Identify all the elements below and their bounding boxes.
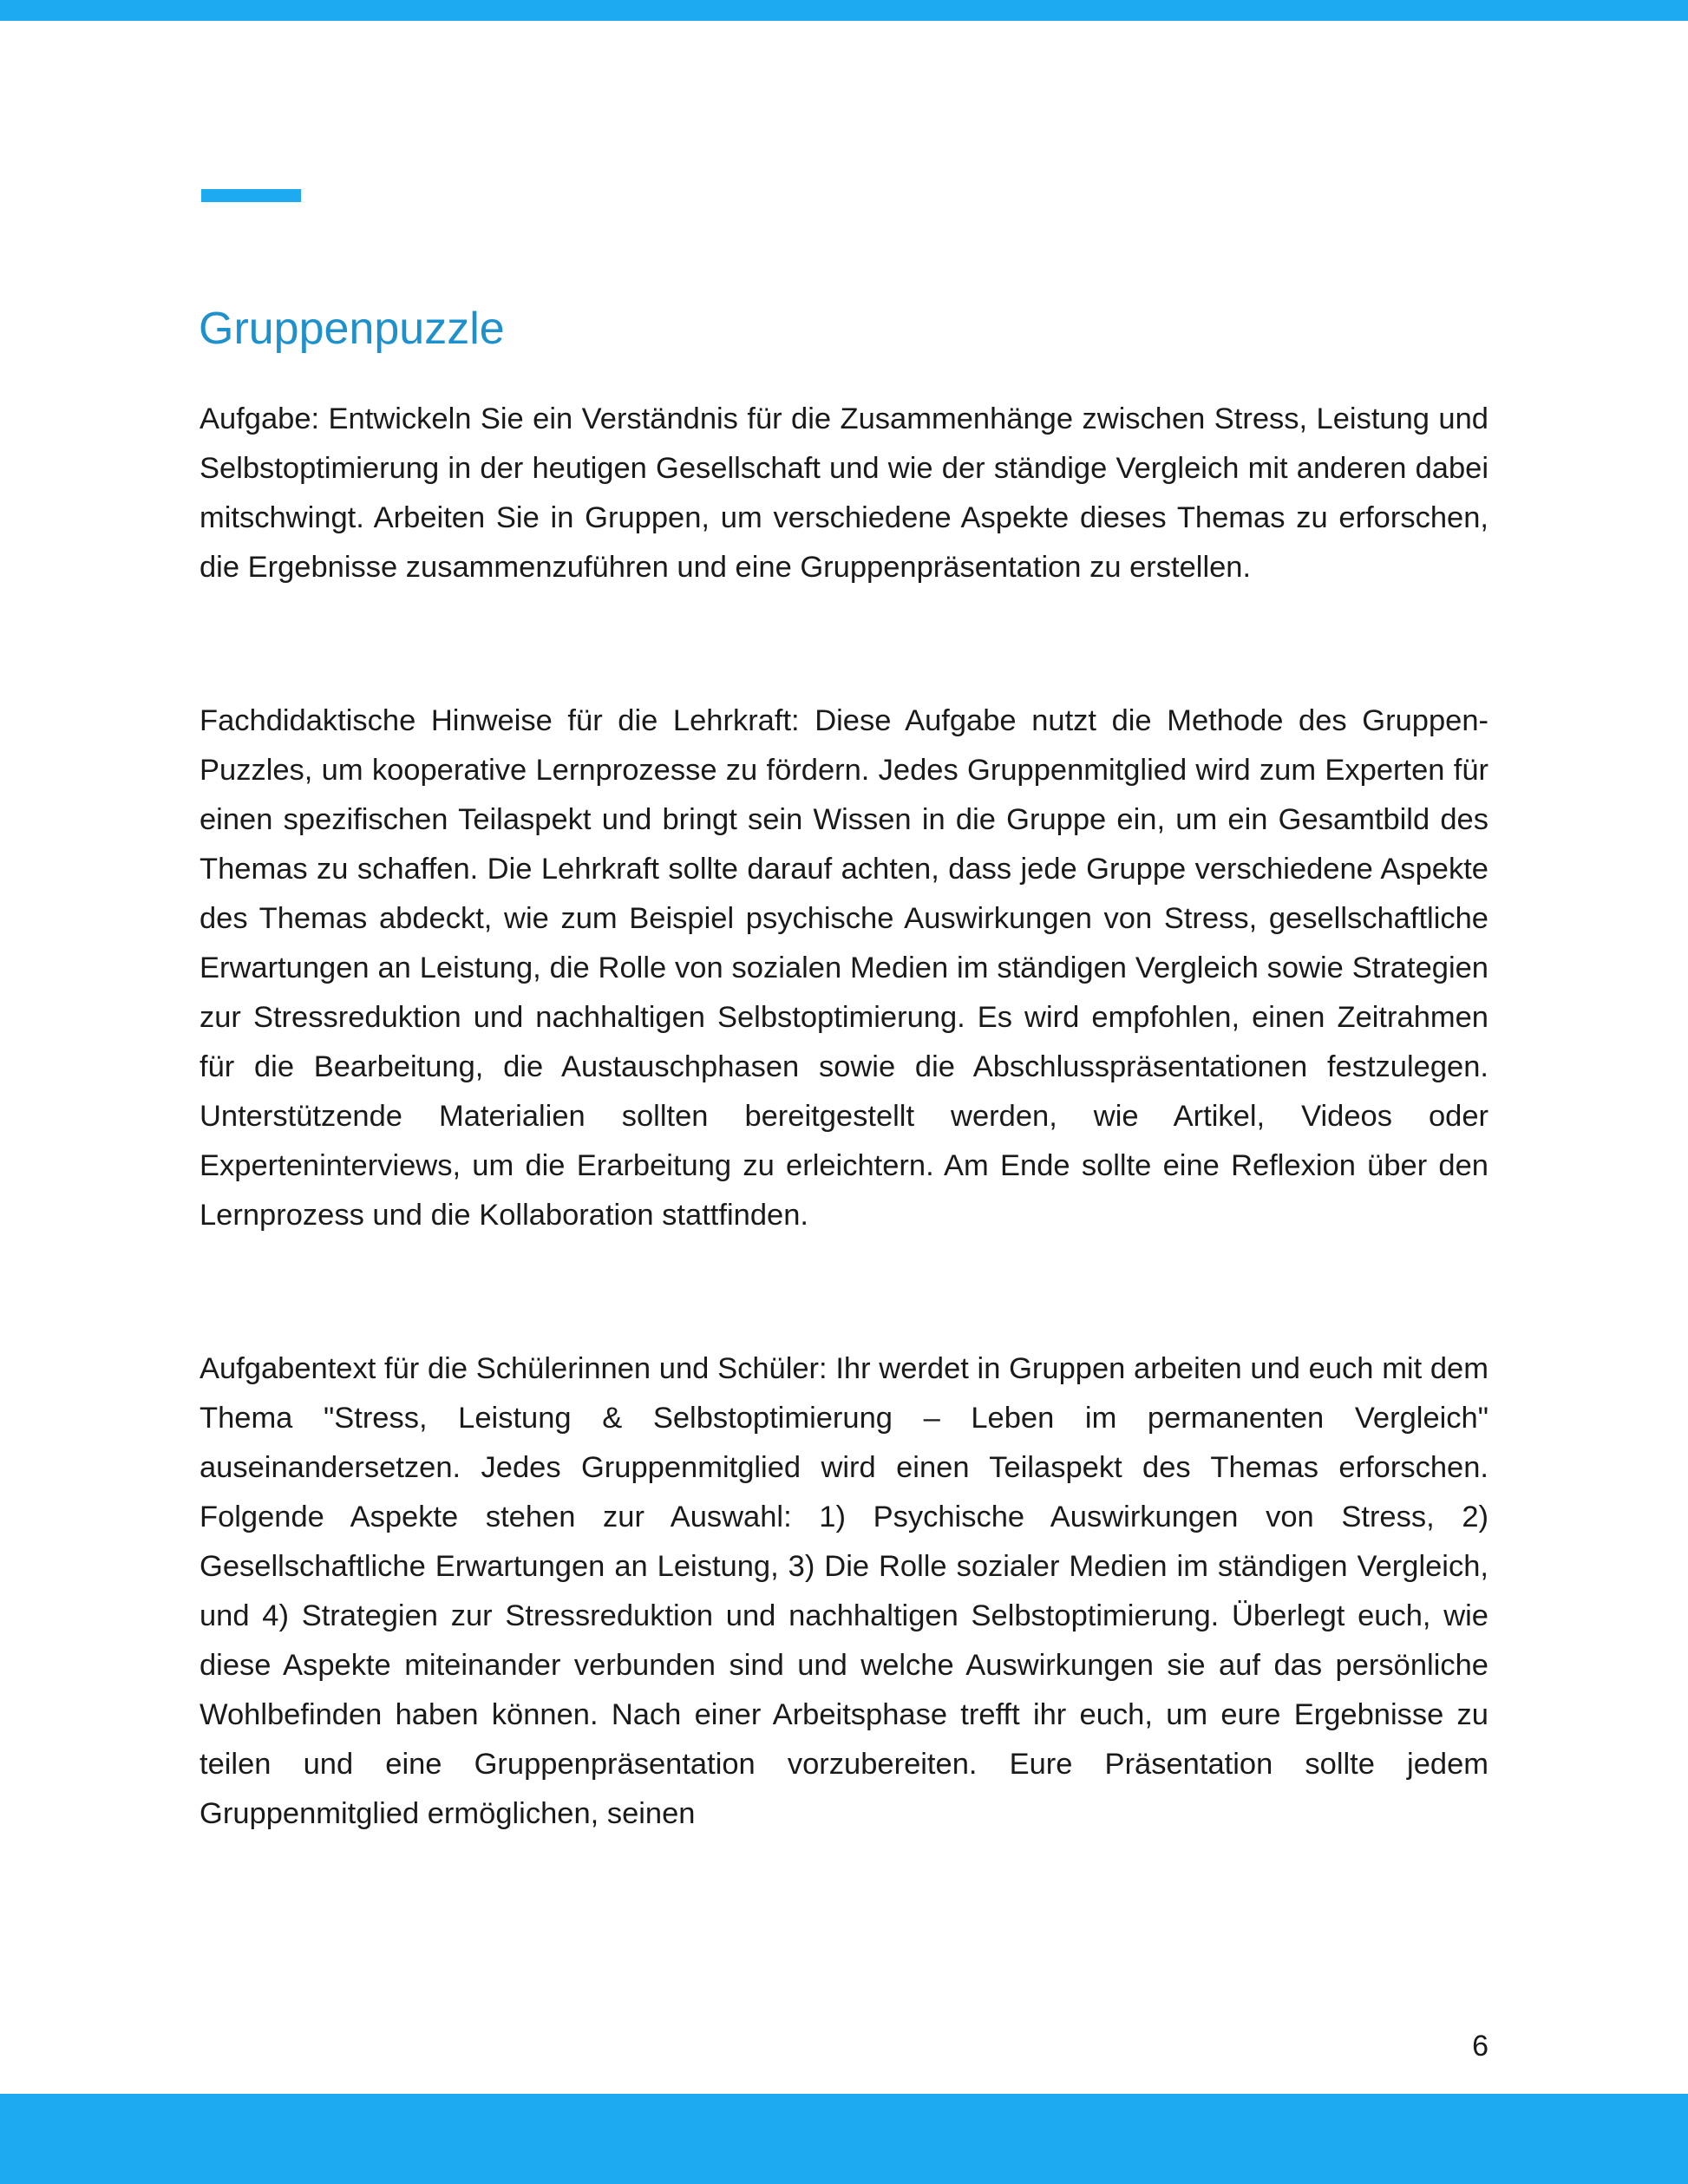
teacher-notes-paragraph: Fachdidaktische Hinweise für die Lehrkraft: Diese Aufgabe nutzt die Methode des Gruppen-Puzzles, um kooperative Lernprozesse zu fördern. Jedes Gruppenmitglied wird zum Experten für einen spezifischen Teilaspekt und bringt sein Wissen in die Gruppe ein, um ein Gesamtbild des Themas zu schaffen. Die Lehrkraft sollte darauf achten, dass jede Gruppe verschiedene Aspekte des Themas abdeckt, wie zum Beispiel psychische Auswirkungen von Stress, gesellschaftliche Erwartungen an Leistung, die Rolle von sozialen Medien im ständigen Vergleich sowie Strategien zur Stressreduktion und nachhaltigen Selbstoptimierung. Es wird empfohlen, einen Zeitrahmen für die Bearbeitung, die Austauschphasen sowie die Abschlusspräsentationen festzulegen. Unterstützende Materialien sollten bereitgestellt werden, wie Artikel, Videos oder Experteninterviews, um die Erarbeitung zu erleichtern. Am Ende sollte eine Reflexion über den Lernprozess und die Kollaboration stattfinden.	[200, 704, 1488, 1232]
document-body	[200, 395, 1488, 1839]
student-task-paragraph: Aufgabentext für die Schülerinnen und Schüler: Ihr werdet in Gruppen arbeiten und euch mit dem Thema "Stress, Leistung & Selbstoptimierung – Leben im permanenten Vergleich" auseinandersetzen. Jedes Gruppenmitglied wird einen Teilaspekt des Themas erforschen. Folgende Aspekte stehen zur Auswahl: 1) Psychische Auswirkungen von Stress, 2) Gesellschaftliche Erwartungen an Leistung, 3) Die Rolle sozialer Medien im ständigen Vergleich, und 4) Strategien zur Stressreduktion und nachhaltigen Selbstoptimierung. Überlegt euch, wie diese Aspekte miteinander verbunden sind und welche Auswirkungen sie auf das persönliche Wohlbefinden haben können. Nach einer Arbeitsphase trefft ihr euch, um eure Ergebnisse zu teilen und eine Gruppenpräsentation vorzubereiten. Eure Präsentation sollte jedem Gruppenmitglied ermöglichen, seinen	[200, 1352, 1488, 1830]
title-accent-rule	[201, 189, 301, 202]
top-accent-bar	[0, 0, 1688, 21]
task-paragraph: Aufgabe: Entwickeln Sie ein Verständnis für die Zusammenhänge zwischen Stress, Leistung und Selbstoptimierung in der heutigen Gesellschaft und wie der ständige Vergleich mit anderen dabei mitschwingt. Arbeiten Sie in Gruppen, um verschiedene Aspekte dieses Themas zu erforschen, die Ergebnisse zusammenzuführen und eine Gruppenpräsentation zu erstellen.	[200, 402, 1488, 584]
page-number: 6	[1472, 2030, 1488, 2063]
bottom-accent-bar	[0, 2094, 1688, 2184]
page-title: Gruppenpuzzle	[199, 304, 505, 354]
